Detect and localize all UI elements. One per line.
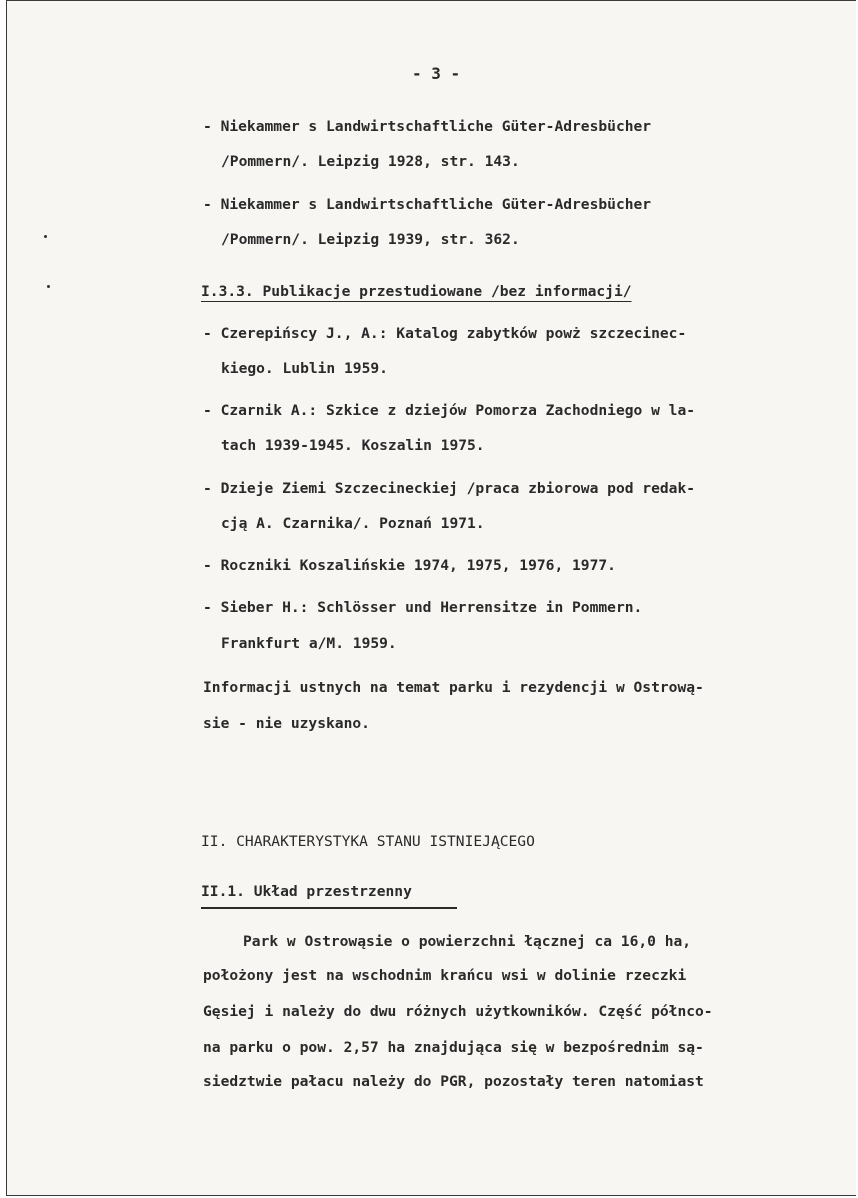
paragraph-line-5: siedztwie pałacu należy do PGR, pozostały teren natomiast: [203, 1073, 704, 1090]
document-page: [6, 0, 856, 1196]
publication-2-line-1: - Czarnik A.: Szkice z dziejów Pomorza Zachodniego w la-: [203, 402, 696, 419]
oral-info-line-1: Informacji ustnych na temat parku i rezydencji w Ostrową-: [203, 679, 704, 696]
publication-1-line-2: kiego. Lublin 1959.: [221, 360, 388, 377]
source-2-line-1: - Niekammer s Landwirtschaftliche Güter-Adresbücher: [203, 196, 652, 213]
source-1-line-2: /Pommern/. Leipzig 1928, str. 143.: [221, 153, 520, 170]
oral-info-line-2: sie - nie uzyskano.: [203, 715, 370, 732]
section-II1-heading: II.1. Układ przestrzenny: [201, 883, 412, 900]
section-133-heading: I.3.3. Publikacje przestudiowane /bez informacji/: [201, 283, 632, 300]
paragraph-line-3: Gęsiej i należy do dwu różnych użytkowników. Część półnco-: [203, 1003, 713, 1020]
source-1-line-1: - Niekammer s Landwirtschaftliche Güter-Adresbücher: [203, 118, 652, 135]
scan-speck: [47, 285, 50, 288]
scan-speck: [44, 235, 47, 238]
paragraph-line-1: Park w Ostrowąsie o powierzchni łącznej ca 16,0 ha,: [243, 933, 692, 950]
paragraph-line-4: na parku o pow. 2,57 ha znajdująca się w bezpośrednim są-: [203, 1039, 704, 1056]
publication-3-line-2: cją A. Czarnika/. Poznań 1971.: [221, 515, 485, 532]
section-II1-underline: [201, 907, 457, 909]
publication-2-line-2: tach 1939-1945. Koszalin 1975.: [221, 437, 485, 454]
publication-3-line-1: - Dzieje Ziemi Szczecineckiej /praca zbiorowa pod redak-: [203, 480, 696, 497]
publication-5-line-2: Frankfurt a/M. 1959.: [221, 635, 397, 652]
publication-4-line-1: - Roczniki Koszalińskie 1974, 1975, 1976, 1977.: [203, 557, 616, 574]
source-2-line-2: /Pommern/. Leipzig 1939, str. 362.: [221, 231, 520, 248]
section-II-heading: II. CHARAKTERYSTYKA STANU ISTNIEJĄCEGO: [201, 833, 535, 850]
publication-1-line-1: - Czerepińscy J., A.: Katalog zabytków powż szczecinec-: [203, 325, 687, 342]
paragraph-line-2: położony jest na wschodnim krańcu wsi w dolinie rzeczki: [203, 967, 687, 984]
publication-5-line-1: - Sieber H.: Schlösser und Herrensitze in Pommern.: [203, 599, 643, 616]
page-number: - 3 -: [412, 64, 461, 83]
